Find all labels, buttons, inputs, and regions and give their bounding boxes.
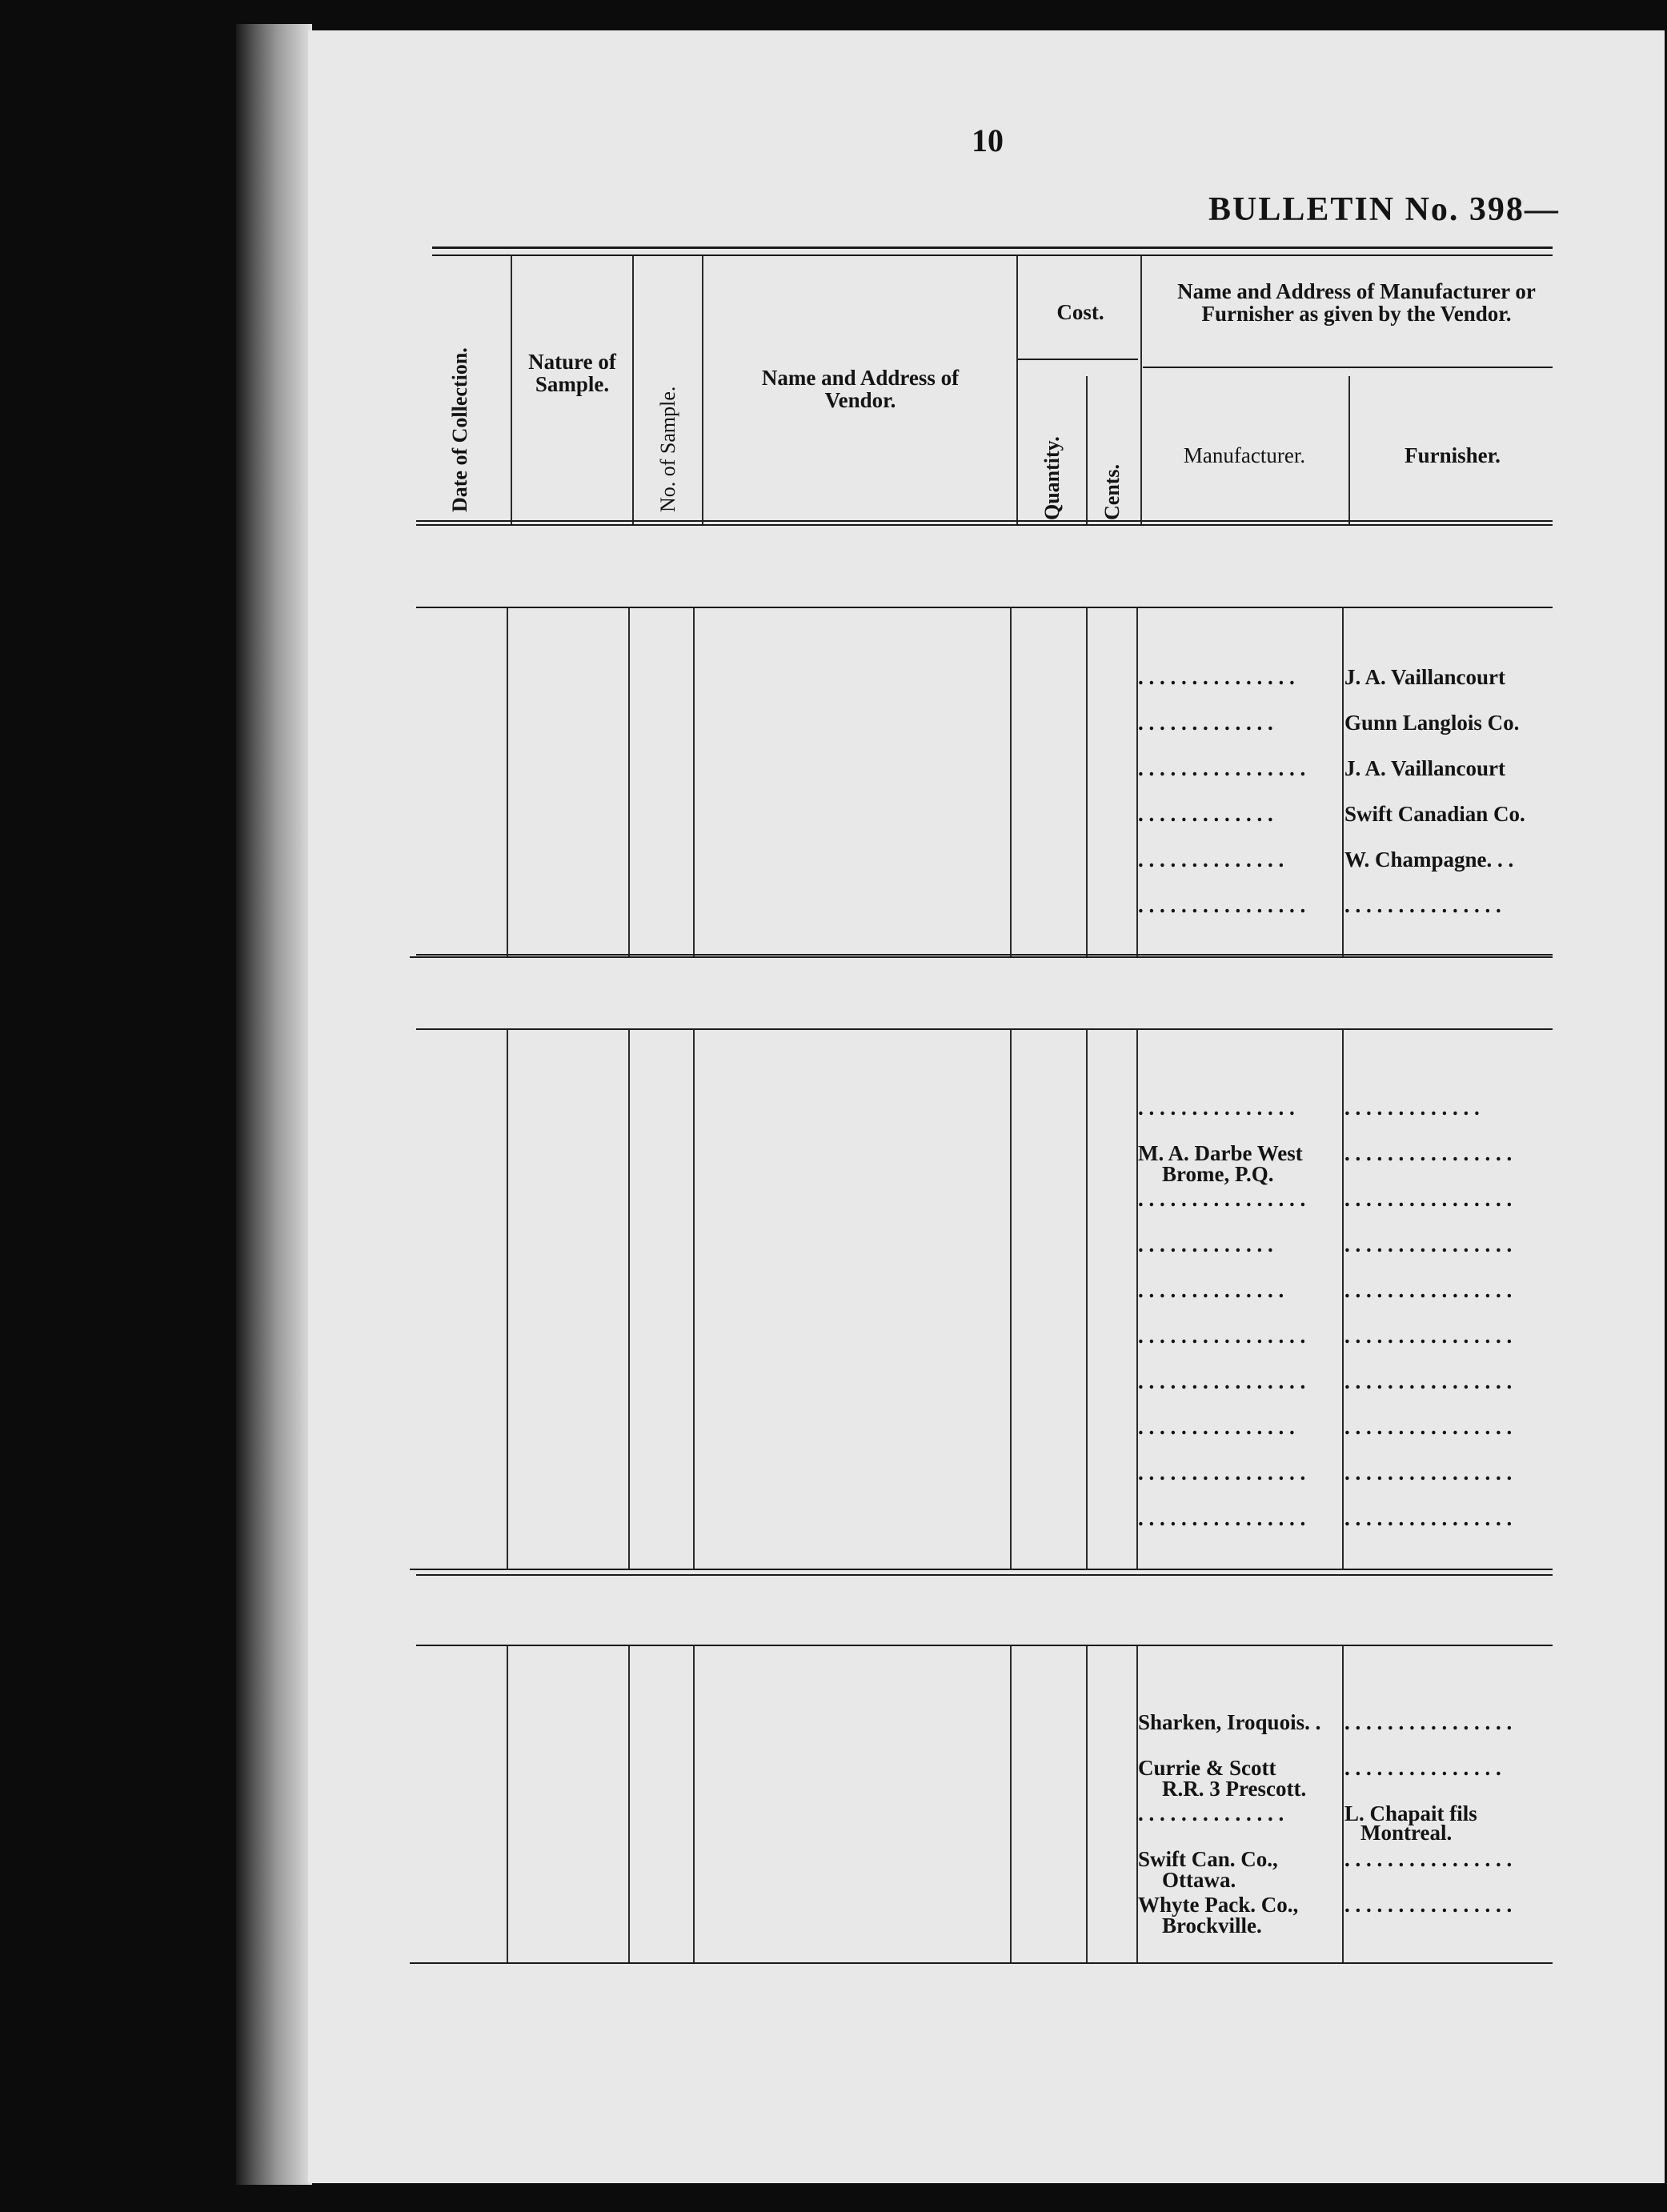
header-cents: Cents. <box>1100 463 1124 520</box>
page-number: 10 <box>972 122 1004 158</box>
column-divider <box>693 608 695 956</box>
column-divider <box>1342 1646 1344 1962</box>
row-furnisher: . . . . . . . . . . . . . . . <box>1344 1756 1501 1780</box>
row-furnisher: . . . . . . . . . . . . . . . . <box>1344 1710 1513 1734</box>
section-top-rule <box>416 520 1553 522</box>
row-furnisher: . . . . . . . . . . . . . . . <box>1344 893 1501 917</box>
column-divider <box>693 1030 695 1569</box>
header-nature-of-sample: Nature of Sample. <box>528 350 616 396</box>
row-furnisher: . . . . . . . . . . . . . <box>1344 1096 1480 1120</box>
row-furnisher: . . . . . . . . . . . . . . . . <box>1344 1893 1513 1917</box>
row-manufacturer: . . . . . . . . . . . . . . . . <box>1138 1506 1306 1530</box>
header-furnisher: Furnisher. <box>1405 443 1501 467</box>
row-manufacturer-line2: R.R. 3 Prescott. <box>1162 1777 1307 1801</box>
row-manufacturer: . . . . . . . . . . . . . . . <box>1138 1096 1295 1120</box>
header-divider <box>702 256 703 524</box>
header-divider <box>1086 376 1088 524</box>
header-divider <box>511 256 512 524</box>
row-manufacturer: Swift Can. Co., <box>1138 1847 1278 1871</box>
row-furnisher: . . . . . . . . . . . . . . . . <box>1344 1369 1513 1393</box>
row-furnisher-line2: Montreal. <box>1360 1821 1453 1845</box>
manufacturer-subrule <box>1143 367 1553 368</box>
column-divider <box>1010 1030 1012 1569</box>
column-divider <box>1086 1646 1088 1962</box>
header-date-of-collection: Date of Collection. <box>448 347 471 512</box>
row-furnisher: J. A. Vaillancourt <box>1344 665 1506 689</box>
section-top-rule <box>416 1574 1553 1576</box>
row-manufacturer: . . . . . . . . . . . . . . . . <box>1138 1369 1306 1393</box>
row-manufacturer: . . . . . . . . . . . . . . <box>1138 848 1284 872</box>
header-vendor: Name and Address of Vendor. <box>761 366 960 412</box>
row-manufacturer: . . . . . . . . . . . . . . . . <box>1138 1461 1306 1485</box>
column-divider <box>1010 1646 1012 1962</box>
row-manufacturer: . . . . . . . . . . . . . . <box>1138 1801 1284 1825</box>
section-top-rule <box>416 954 1553 956</box>
column-divider <box>693 1646 695 1962</box>
row-manufacturer-line2: Brockville. <box>1162 1913 1262 1938</box>
row-manufacturer: . . . . . . . . . . . . . . . . <box>1138 1187 1306 1211</box>
header-divider <box>1016 256 1018 524</box>
row-furnisher: . . . . . . . . . . . . . . . . <box>1344 1232 1513 1256</box>
column-divider <box>1086 608 1088 956</box>
cost-subrule <box>1018 359 1138 360</box>
book-binding-edge <box>236 24 312 2185</box>
header-bottom-rule <box>416 524 1553 526</box>
row-furnisher: . . . . . . . . . . . . . . . . <box>1344 1324 1513 1348</box>
row-furnisher: . . . . . . . . . . . . . . . . <box>1344 1141 1513 1165</box>
row-furnisher: . . . . . . . . . . . . . . . . <box>1344 1461 1513 1485</box>
column-divider <box>507 608 508 956</box>
header-divider <box>1140 256 1142 524</box>
column-divider <box>507 1646 508 1962</box>
section-bottom-rule <box>410 956 1553 958</box>
column-divider <box>628 608 630 956</box>
row-manufacturer-line2: Ottawa. <box>1162 1868 1236 1892</box>
section-header-rule <box>416 607 1553 608</box>
row-furnisher: . . . . . . . . . . . . . . . . <box>1344 1187 1513 1211</box>
header-cost: Cost. <box>1056 300 1104 324</box>
row-furnisher: . . . . . . . . . . . . . . . . <box>1344 1278 1513 1302</box>
header-divider <box>1348 376 1350 524</box>
column-divider <box>507 1030 508 1569</box>
column-divider <box>628 1646 630 1962</box>
row-manufacturer: . . . . . . . . . . . . . <box>1138 711 1273 735</box>
row-manufacturer: . . . . . . . . . . . . . . . <box>1138 1415 1295 1439</box>
row-furnisher: Gunn Langlois Co. <box>1344 711 1520 735</box>
row-manufacturer: M. A. Darbe West <box>1138 1141 1303 1165</box>
header-manufacturer-group: Name and Address of Manufacturer or Furnisher as given by the Vendor. <box>1177 279 1536 326</box>
header-manufacturer: Manufacturer. <box>1183 443 1306 467</box>
column-divider <box>1010 608 1012 956</box>
header-divider <box>632 256 634 524</box>
row-manufacturer: . . . . . . . . . . . . . <box>1138 802 1273 826</box>
header-no-of-sample: No. of Sample. <box>656 386 679 512</box>
column-divider <box>1086 1030 1088 1569</box>
row-furnisher: J. A. Vaillancourt <box>1344 756 1506 780</box>
section-bottom-rule <box>410 1569 1553 1570</box>
row-manufacturer-line2: Brome, P.Q. <box>1162 1162 1274 1186</box>
row-manufacturer: . . . . . . . . . . . . . <box>1138 1232 1273 1256</box>
header-top-rule <box>432 246 1553 249</box>
row-furnisher: . . . . . . . . . . . . . . . . <box>1344 1506 1513 1530</box>
row-manufacturer: . . . . . . . . . . . . . . . . <box>1138 1324 1306 1348</box>
row-manufacturer: . . . . . . . . . . . . . . . . <box>1138 893 1306 917</box>
header-top-rule-2 <box>432 254 1553 256</box>
row-manufacturer: Sharken, Iroquois. . <box>1138 1710 1321 1734</box>
row-manufacturer: Whyte Pack. Co., <box>1138 1893 1299 1917</box>
section-header-rule <box>416 1645 1553 1646</box>
row-manufacturer: . . . . . . . . . . . . . . . <box>1138 665 1295 689</box>
column-divider <box>1342 608 1344 956</box>
row-furnisher: L. Chapait fils <box>1344 1801 1477 1825</box>
row-furnisher: . . . . . . . . . . . . . . . . <box>1344 1415 1513 1439</box>
row-furnisher: W. Champagne. . . <box>1344 848 1514 872</box>
row-furnisher: . . . . . . . . . . . . . . . . <box>1344 1847 1513 1871</box>
column-divider <box>1342 1030 1344 1569</box>
bulletin-title: BULLETIN No. 398— <box>1208 191 1560 228</box>
row-manufacturer: . . . . . . . . . . . . . . . . <box>1138 756 1306 780</box>
section-header-rule <box>416 1028 1553 1030</box>
column-divider <box>628 1030 630 1569</box>
section-bottom-rule <box>410 1962 1553 1964</box>
row-manufacturer: . . . . . . . . . . . . . . <box>1138 1278 1284 1302</box>
row-furnisher: Swift Canadian Co. <box>1344 802 1525 826</box>
row-manufacturer: Currie & Scott <box>1138 1756 1276 1780</box>
header-quantity: Quantity. <box>1040 436 1064 520</box>
